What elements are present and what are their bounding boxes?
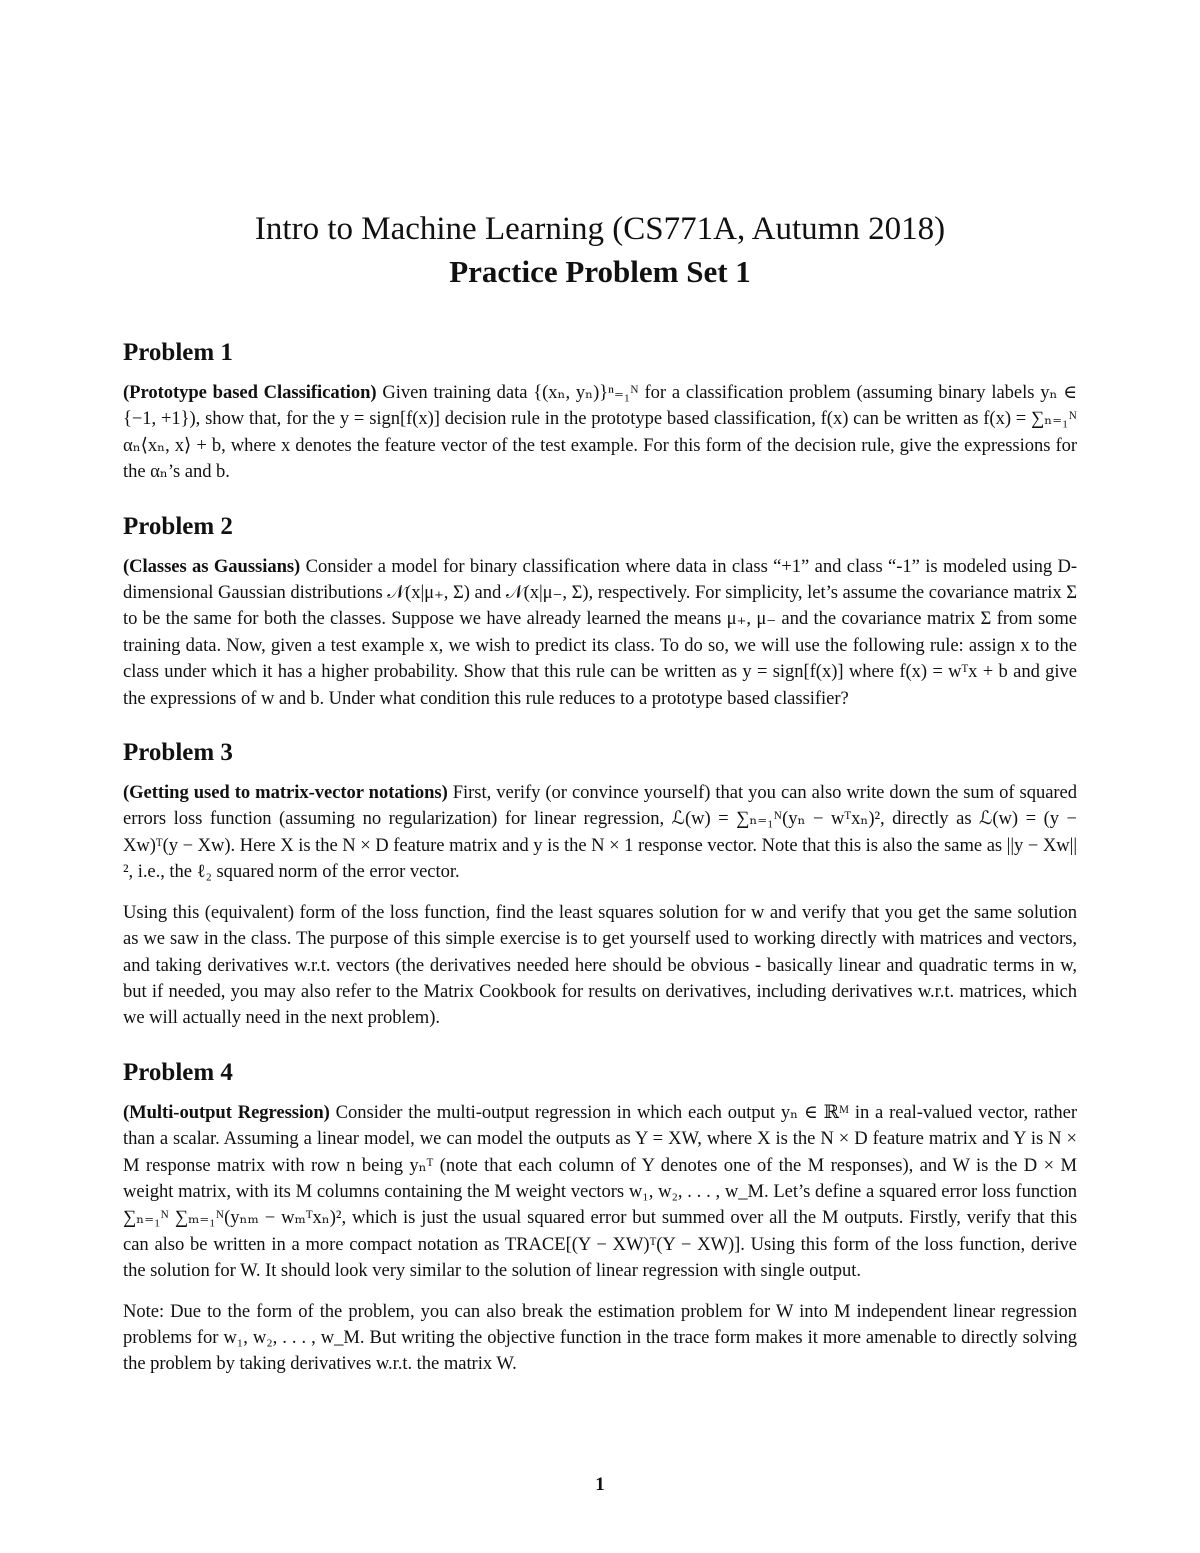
problem-4 [123, 1056, 1077, 1378]
problem-3 [123, 736, 1077, 1032]
problem-paragraph [123, 554, 1077, 712]
problem-heading: Problem 3 [123, 739, 233, 767]
problem-text: Given training data {(xₙ, yₙ)}ⁿ₌₁ᴺ for a classification problem (assuming binary labels yₙ ∈ {−1, +1}), show that, for the y = sign[f(x)] decision rule in the prototype based classification, f(x) can be written as f(x) = ∑ₙ₌₁ᴺ αₙ⟨xₙ, x⟩ + b, where x denotes the feature vector of the test example. For this form of the decision rule, give the expressions for the αₙ’s and b. [123, 382, 1077, 483]
problem-paragraph [123, 1299, 1077, 1378]
problem-text: Using this (equivalent) form of the loss function, find the least squares solution for w and verify that you get the same solution as we saw in the class. The purpose of this simple exercise is to get yourself used to working directly with matrices and vectors, and taking derivatives w.r.t. vectors (the derivatives needed here should be obvious - basically linear and quadratic terms in w, but if needed, you may also refer to the Matrix Cookbook for results on derivatives, including derivatives w.r.t. matrices, which we will actually need in the next problem). [123, 901, 1077, 1029]
problem-text: Consider a model for binary classification where data in class “+1” and class “-1” is modeled using D-dimensional Gaussian distributions 𝒩(x|μ₊, Σ) and 𝒩(x|μ₋, Σ), respectively. For simplicity, let’s assume the covariance matrix Σ to be the same for both the classes. Suppose we have already learned the means μ₊, μ₋ and the covariance matrix Σ from some training data. Now, given a test example x, we wish to predict its class. To do so, we will use the following rule: assign x to the class under which it has a higher probability. Show that this rule can be written as y = sign[f(x)] where f(x) = wᵀx + b and give the expressions of w and b. Under what condition this rule reduces to a prototype based classifier? [123, 555, 1078, 709]
problem-heading: Problem 4 [123, 1058, 233, 1086]
problem-lead: (Multi-output Regression) [123, 1101, 330, 1123]
problem-text: Note: Due to the form of the problem, you can also break the estimation problem for W into M independent linear regression problems for w₁, w₂, . . . , w_M. But writing the objective function in the trace form makes it more amenable to directly solving the problem by taking derivatives w.r.t. the matrix W. [123, 1300, 1077, 1375]
problem-text: Consider the multi-output regression in which each output yₙ ∈ ℝᴹ in a real-valued vector, rather than a scalar. Assuming a linear model, we can model the outputs as Y = XW, where X is the N × D feature matrix and Y is N × M response matrix with row n being yₙᵀ (note that each column of Y denotes one of the M responses), and W is the D × M weight matrix, with its M columns containing the M weight vectors w₁, w₂, . . . , w_M. Let’s define a squared error loss function ∑ₙ₌₁ᴺ ∑ₘ₌₁ᴺ(yₙₘ − wₘᵀxₙ)², which is just the usual squared error but summed over all the M outputs. Firstly, verify that this can also be written in a more compact notation as TRACE[(Y − XW)ᵀ(Y − XW)]. Using this form of the loss function, derive the solution for W. It should look very similar to the solution of linear regression with single output. [123, 1101, 1078, 1282]
problems-section [123, 336, 1077, 1402]
problem-heading: Problem 1 [123, 339, 233, 366]
problem-2 [123, 510, 1077, 712]
problem-lead: (Prototype based Classification) [123, 382, 377, 403]
problem-lead: (Getting used to matrix-vector notations) [123, 782, 448, 804]
problem-heading: Problem 2 [123, 512, 233, 540]
problem-1 [123, 336, 1077, 486]
problem-paragraph [123, 900, 1077, 1032]
page-number: 1 [595, 1474, 605, 1495]
problem-text: First, verify (or convince yourself) that you can also write down the sum of squared errors loss function (assuming no regularization) for linear regression, ℒ(w) = ∑ₙ₌₁ᴺ(yₙ − wᵀxₙ)², directly as ℒ(w) = (y − Xw)ᵀ(y − Xw). Here X is the N × D feature matrix and y is the N × 1 response vector. Note that this is also the same as ||y − Xw||², i.e., the ℓ₂ squared norm of the error vector. [123, 782, 1078, 883]
problem-lead: (Classes as Gaussians) [123, 555, 301, 577]
document-title: Intro to Machine Learning (CS771A, Autumn 2018) [254, 211, 946, 247]
problem-paragraph [123, 380, 1077, 486]
document-subtitle: Practice Problem Set 1 [449, 254, 751, 289]
problem-paragraph [123, 1100, 1077, 1285]
problem-paragraph [123, 780, 1077, 886]
